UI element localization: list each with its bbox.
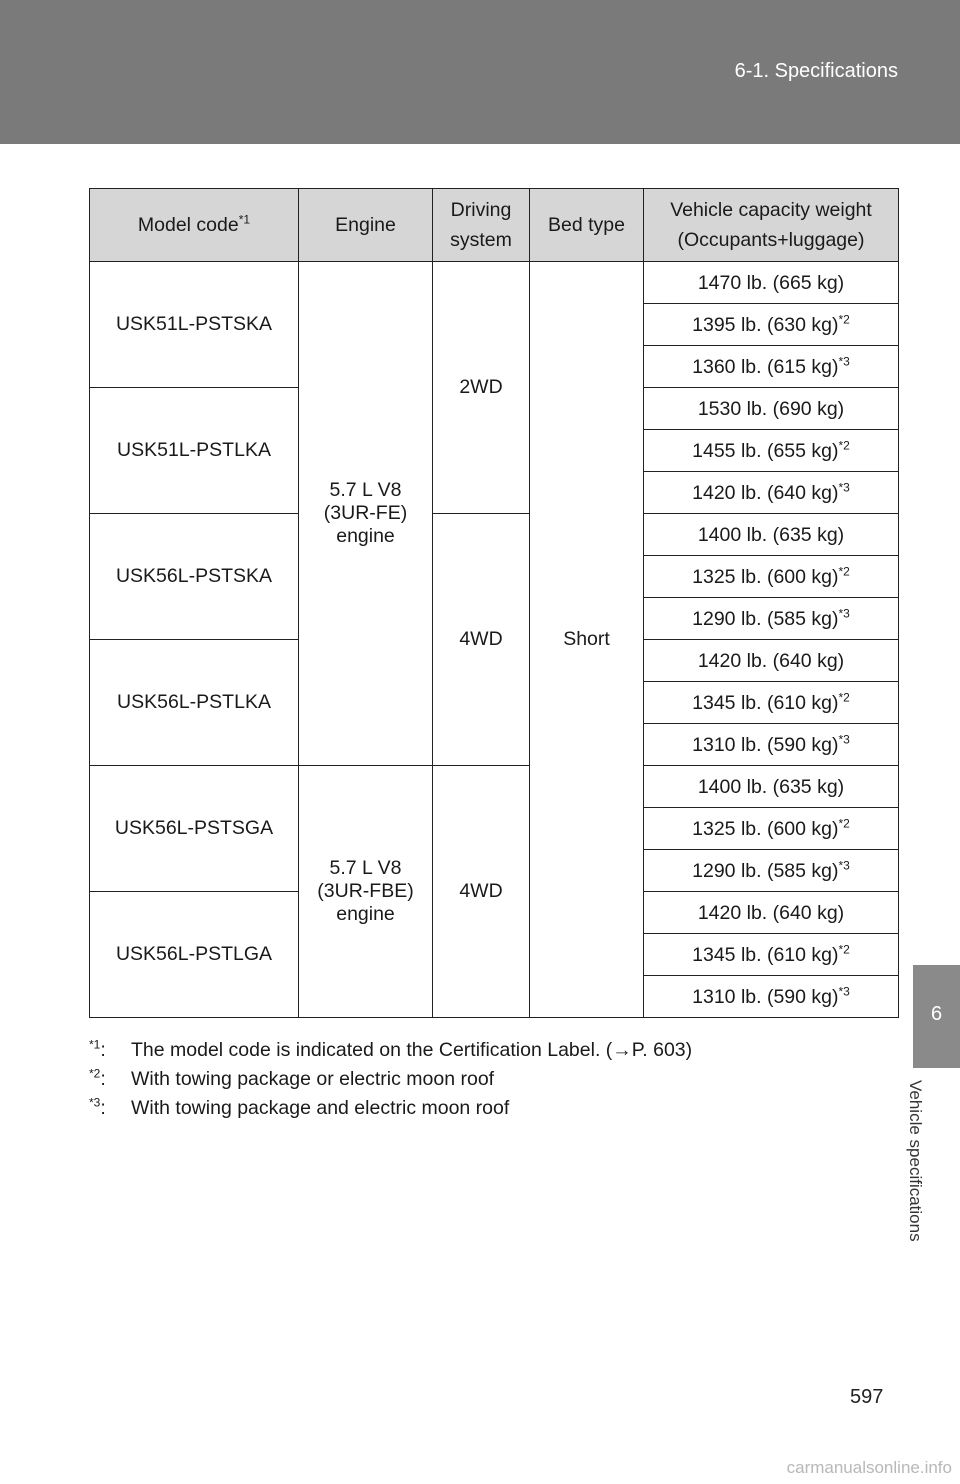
- weight-cell: 1325 lb. (600 kg)$^{*2}$: [644, 808, 899, 850]
- weight-cell: 1310 lb. (590 kg)$^{*3}$: [644, 724, 899, 766]
- specifications-table: [89, 188, 899, 1018]
- footnote-1: $^{*1}$: The model code is indicated on the Certification Label. (→P. 603): [89, 1037, 693, 1061]
- bed-type-cell: Short: [530, 262, 644, 1018]
- header-engine: Engine: [299, 189, 433, 262]
- page-number: 597: [850, 1386, 884, 1408]
- weight-cell: 1420 lb. (640 kg)$^{*3}$: [644, 472, 899, 514]
- model-code-cell: USK56L-PSTSKA: [90, 514, 299, 640]
- weight-cell: 1290 lb. (585 kg)$^{*3}$: [644, 598, 899, 640]
- chapter-label-text: Vehicle specifications: [906, 1080, 925, 1242]
- weight-cell: 1420 lb. (640 kg): [644, 640, 899, 682]
- header-driving-system: Driving system: [433, 189, 530, 262]
- footnote-2: $^{*2}$: With towing package or electric moon roof: [89, 1066, 495, 1090]
- engine-cell: 5.7 L V8 (3UR-FE) engine: [299, 262, 433, 766]
- driving-system-cell: 4WD: [433, 514, 530, 766]
- driving-system-cell: 2WD: [433, 262, 530, 514]
- model-code-cell: USK56L-PSTLKA: [90, 640, 299, 766]
- driving-system-cell: 4WD: [433, 766, 530, 1018]
- weight-cell: 1325 lb. (600 kg)$^{*2}$: [644, 556, 899, 598]
- weight-cell: 1360 lb. (615 kg)$^{*3}$: [644, 346, 899, 388]
- engine-cell: 5.7 L V8 (3UR-FBE) engine: [299, 766, 433, 1018]
- model-code-cell: USK56L-PSTSGA: [90, 766, 299, 892]
- footnote-3: $^{*3}$: With towing package and electric moon roof: [89, 1095, 510, 1119]
- header-capacity: Vehicle capacity weight (Occupants+luggage): [644, 189, 899, 262]
- weight-cell: 1310 lb. (590 kg)$^{*3}$: [644, 976, 899, 1018]
- weight-cell: 1420 lb. (640 kg): [644, 892, 899, 934]
- header-model-code: Model code$^{*1}$: [90, 189, 299, 262]
- weight-cell: 1400 lb. (635 kg): [644, 514, 899, 556]
- weight-cell: 1345 lb. (610 kg)$^{*2}$: [644, 682, 899, 724]
- model-code-cell: USK51L-PSTSKA: [90, 262, 299, 388]
- chapter-tab[interactable]: [913, 965, 960, 1068]
- chapter-number: 6: [930, 1003, 943, 1025]
- model-code-cell: USK51L-PSTLKA: [90, 388, 299, 514]
- header-band: [0, 0, 960, 144]
- weight-cell: 1530 lb. (690 kg): [644, 388, 899, 430]
- weight-cell: 1400 lb. (635 kg): [644, 766, 899, 808]
- model-code-cell: USK56L-PSTLGA: [90, 892, 299, 1018]
- footnotes: [89, 1036, 692, 1123]
- watermark: carmanualsonline.info: [786, 1458, 952, 1477]
- table-header-row: [90, 189, 899, 262]
- weight-cell: 1455 lb. (655 kg)$^{*2}$: [644, 430, 899, 472]
- section-title: 6-1. Specifications: [734, 60, 898, 82]
- weight-cell: 1290 lb. (585 kg)$^{*3}$: [644, 850, 899, 892]
- weight-cell: 1470 lb. (665 kg): [644, 262, 899, 304]
- weight-cell: 1395 lb. (630 kg)$^{*2}$: [644, 304, 899, 346]
- chapter-label: [906, 1080, 960, 1310]
- header-bed-type: Bed type: [530, 189, 644, 262]
- weight-cell: 1345 lb. (610 kg)$^{*2}$: [644, 934, 899, 976]
